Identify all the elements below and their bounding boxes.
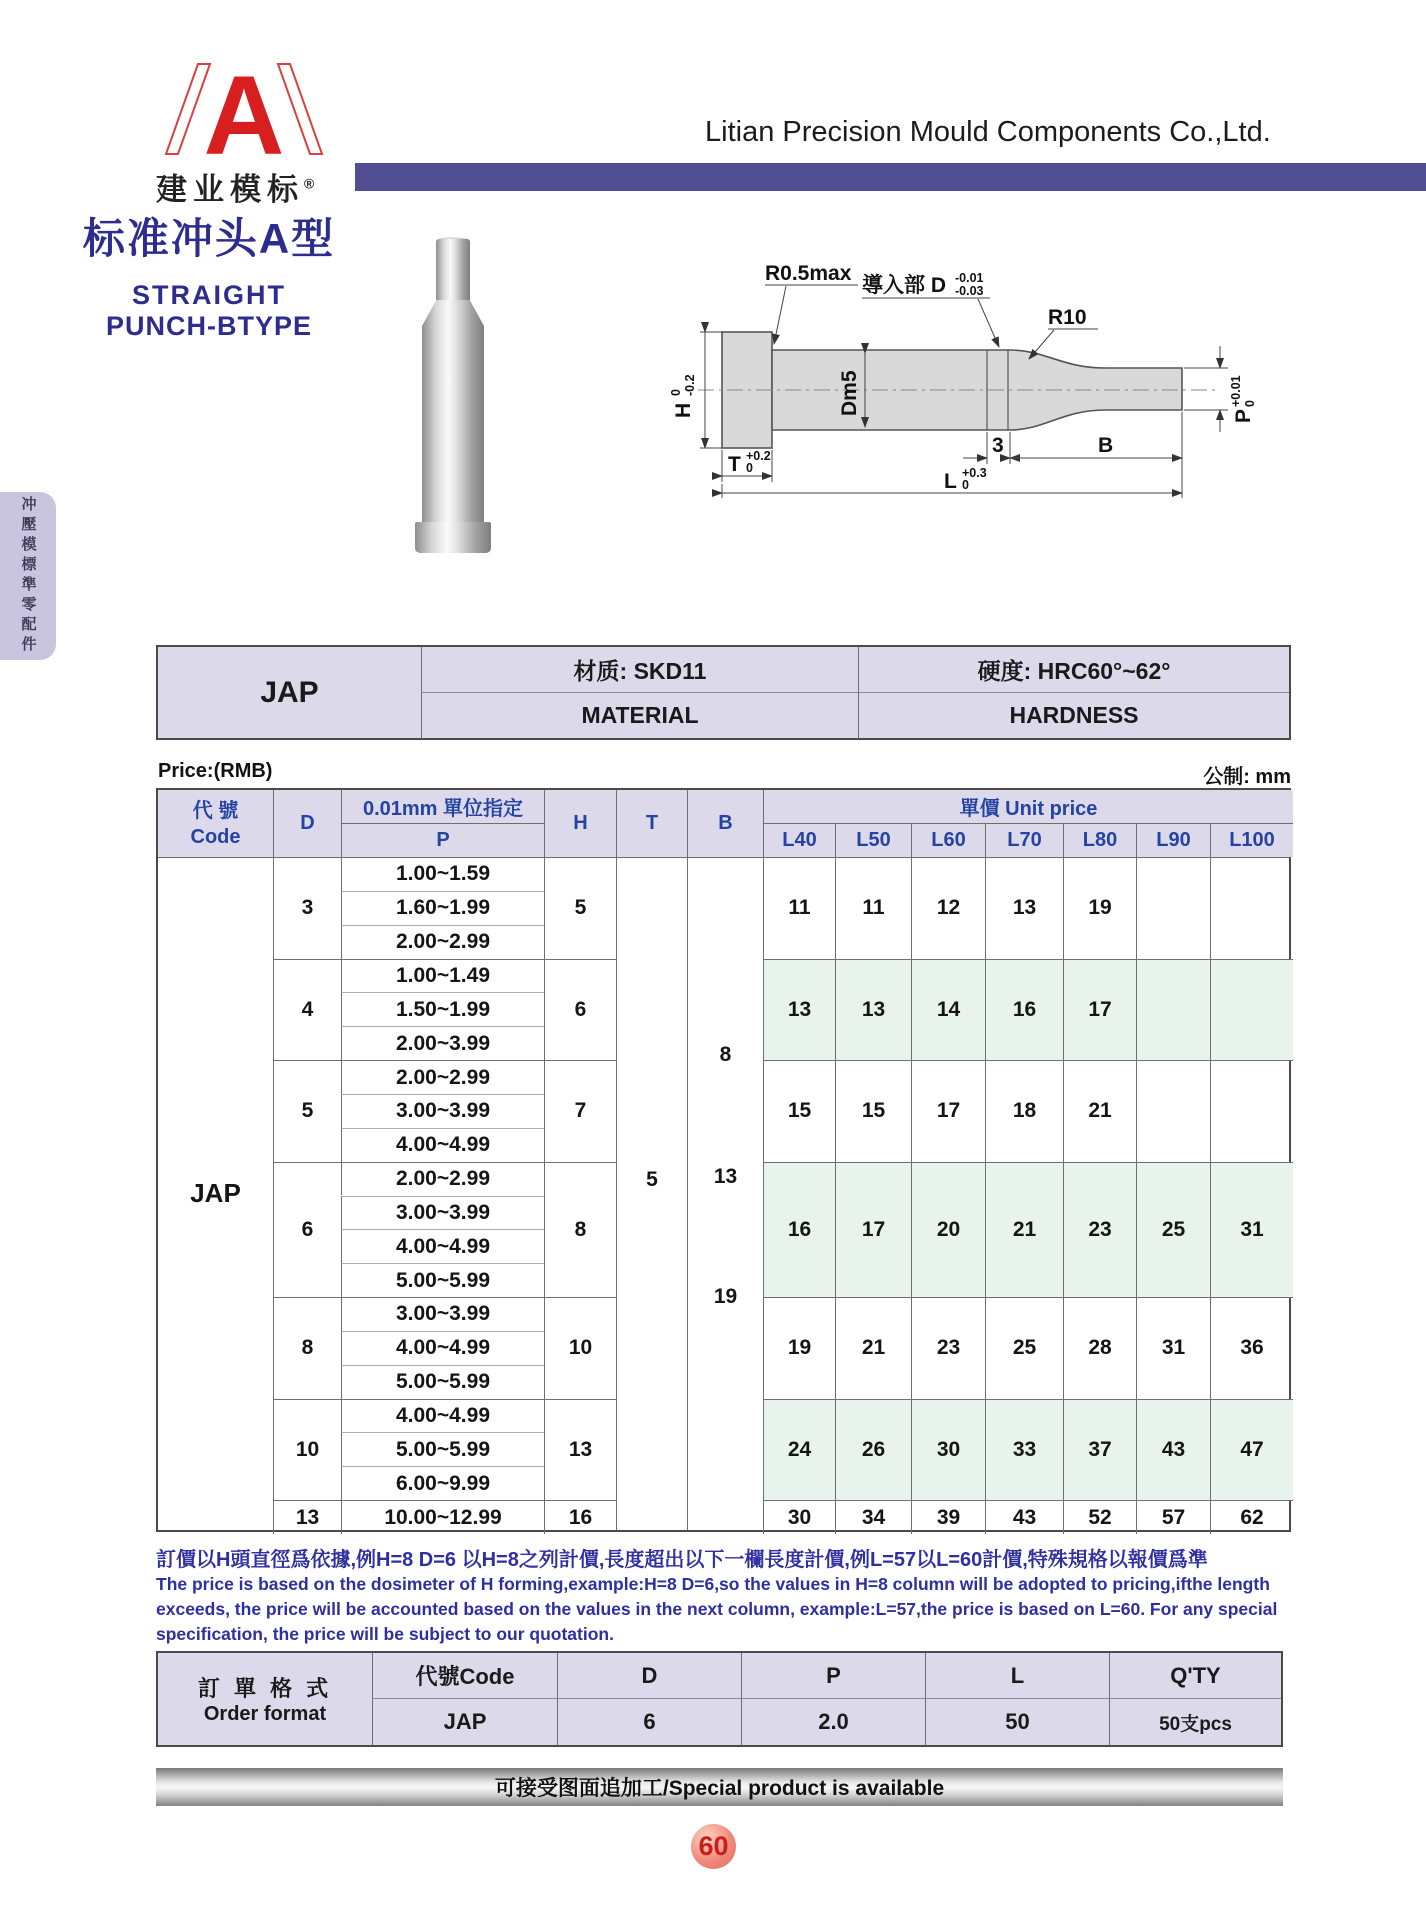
p-range: 1.00~1.49 bbox=[341, 959, 544, 993]
unit-price-value: 37 bbox=[1063, 1399, 1136, 1501]
d-value: 4 bbox=[273, 959, 341, 1061]
unit-price-value: 13 bbox=[763, 959, 835, 1061]
unit-price-value: 39 bbox=[911, 1500, 985, 1534]
unit-price-value: 19 bbox=[763, 1297, 835, 1399]
unit-price-value: 24 bbox=[763, 1399, 835, 1501]
order-header-d: D bbox=[557, 1653, 741, 1699]
header-accent-bar bbox=[355, 163, 1426, 191]
unit-price-value: 62 bbox=[1210, 1500, 1293, 1534]
material-en: MATERIAL bbox=[421, 693, 858, 738]
p-range: 4.00~4.99 bbox=[341, 1331, 544, 1365]
unit-price-value: 34 bbox=[835, 1500, 911, 1534]
unit-price-value: 17 bbox=[1063, 959, 1136, 1061]
dim-label-dm5 bbox=[838, 370, 861, 416]
unit-price-value: 16 bbox=[763, 1162, 835, 1297]
t-column bbox=[616, 857, 687, 1530]
svg-text:+0.3: +0.3 bbox=[962, 466, 987, 480]
col-header-unit-price: 單價 Unit price bbox=[763, 790, 1293, 824]
callout-r10: R10 bbox=[1048, 306, 1087, 329]
unit-price-value: 20 bbox=[911, 1162, 985, 1297]
unit-price-value bbox=[1210, 857, 1293, 959]
p-range: 1.50~1.99 bbox=[341, 992, 544, 1026]
unit-price-value: 13 bbox=[985, 857, 1063, 959]
price-currency-label: Price:(RMB) bbox=[158, 760, 273, 782]
svg-text:Dm5: Dm5 bbox=[838, 370, 861, 416]
p-range: 5.00~5.99 bbox=[341, 1263, 544, 1297]
col-header-d: D bbox=[273, 790, 341, 857]
dim-label-b: B bbox=[1098, 434, 1114, 457]
unit-price-value: 18 bbox=[985, 1060, 1063, 1162]
dim-label-l bbox=[944, 466, 987, 493]
svg-text:-0.03: -0.03 bbox=[955, 284, 984, 298]
svg-text:P: P bbox=[1232, 408, 1255, 423]
b-value: 19 bbox=[713, 1285, 738, 1308]
hardness-zh: 硬度: HRC60°~62° bbox=[858, 647, 1289, 693]
code-value: JAP bbox=[190, 1178, 241, 1208]
svg-text:H: H bbox=[672, 402, 695, 418]
order-value-p: 2.0 bbox=[741, 1699, 925, 1745]
order-header-l: L bbox=[925, 1653, 1109, 1699]
svg-text:-0.2: -0.2 bbox=[683, 374, 697, 396]
order-value-qty: 50支pcs bbox=[1109, 1699, 1281, 1745]
p-range: 10.00~12.99 bbox=[341, 1500, 544, 1534]
order-value-code: JAP bbox=[372, 1699, 557, 1745]
unit-price-value bbox=[1210, 959, 1293, 1061]
unit-price-value: 15 bbox=[835, 1060, 911, 1162]
l-col-header: L90 bbox=[1136, 824, 1210, 857]
dim-label-p bbox=[1229, 375, 1257, 423]
svg-text:L: L bbox=[944, 470, 957, 493]
p-range: 6.00~9.99 bbox=[341, 1466, 544, 1500]
svg-text:0: 0 bbox=[1243, 400, 1257, 407]
col-header-p: P bbox=[341, 824, 544, 857]
callout-r05max: R0.5max bbox=[765, 262, 852, 285]
unit-price-value: 31 bbox=[1136, 1297, 1210, 1399]
unit-price-value: 21 bbox=[1063, 1060, 1136, 1162]
unit-price-value: 23 bbox=[1063, 1162, 1136, 1297]
svg-text:0: 0 bbox=[746, 461, 753, 475]
unit-price-value: 12 bbox=[911, 857, 985, 959]
dim-label-3: 3 bbox=[992, 434, 1004, 457]
order-format-title: 訂 單 格 式 Order format bbox=[197, 1676, 333, 1725]
order-value-l: 50 bbox=[925, 1699, 1109, 1745]
unit-price-value: 25 bbox=[1136, 1162, 1210, 1297]
h-value: 13 bbox=[544, 1399, 616, 1501]
b-value: 13 bbox=[713, 1165, 738, 1188]
page-title-block bbox=[78, 206, 340, 342]
unit-price-value bbox=[1210, 1060, 1293, 1162]
h-value: 5 bbox=[544, 857, 616, 959]
l-col-header: L60 bbox=[911, 824, 985, 857]
page-title-zh: 标准冲头A型 bbox=[82, 215, 336, 262]
unit-price-value: 36 bbox=[1210, 1297, 1293, 1399]
d-value: 3 bbox=[273, 857, 341, 959]
p-range: 2.00~2.99 bbox=[341, 1060, 544, 1094]
material-table bbox=[156, 645, 1291, 740]
logo-text: 建业模标® bbox=[156, 172, 315, 207]
svg-text:0: 0 bbox=[962, 478, 969, 492]
unit-price-value: 33 bbox=[985, 1399, 1063, 1501]
unit-price-value: 30 bbox=[763, 1500, 835, 1534]
pricing-note-en: The price is based on the dosimeter of H forming,example:H=8 D=6,so the values in H=8 column will be adopted to pricing,ifthe length exceeds, the price will be accounted based on the values in the next column, example:L=57,the price is based on L=60. For any special specification, the price will be subject to our quotation. bbox=[156, 1574, 1278, 1644]
callout-lead-in bbox=[862, 271, 984, 298]
unit-price-value bbox=[1136, 1060, 1210, 1162]
unit-price-value: 52 bbox=[1063, 1500, 1136, 1534]
h-value: 8 bbox=[544, 1162, 616, 1297]
h-value: 6 bbox=[544, 959, 616, 1061]
l-col-header: L100 bbox=[1210, 824, 1293, 857]
col-header-h: H bbox=[544, 790, 616, 857]
unit-price-value: 43 bbox=[1136, 1399, 1210, 1501]
p-range: 2.00~2.99 bbox=[341, 925, 544, 959]
unit-price-value: 31 bbox=[1210, 1162, 1293, 1297]
order-value-d: 6 bbox=[557, 1699, 741, 1745]
p-range: 5.00~5.99 bbox=[341, 1365, 544, 1399]
svg-text:導入部 D: 導入部 D bbox=[862, 274, 946, 297]
unit-price-value bbox=[1136, 857, 1210, 959]
h-value: 7 bbox=[544, 1060, 616, 1162]
d-value: 6 bbox=[273, 1162, 341, 1297]
company-logo-icon bbox=[158, 50, 330, 164]
h-value: 16 bbox=[544, 1500, 616, 1534]
h-value: 10 bbox=[544, 1297, 616, 1399]
p-range: 4.00~4.99 bbox=[341, 1229, 544, 1263]
unit-price-value: 26 bbox=[835, 1399, 911, 1501]
unit-price-value: 13 bbox=[835, 959, 911, 1061]
unit-price-value: 16 bbox=[985, 959, 1063, 1061]
t-value: 5 bbox=[646, 1168, 658, 1191]
metric-unit-label: 公制: mm bbox=[1203, 766, 1291, 788]
unit-price-value: 11 bbox=[835, 857, 911, 959]
p-range: 2.00~2.99 bbox=[341, 1162, 544, 1196]
b-value: 8 bbox=[719, 1043, 732, 1066]
p-range: 3.00~3.99 bbox=[341, 1094, 544, 1128]
material-table-code: JAP bbox=[260, 675, 319, 709]
sidebar-category-tab: 冲壓模標準零配件 bbox=[0, 492, 56, 660]
b-column bbox=[687, 857, 763, 1530]
svg-text:T: T bbox=[728, 453, 741, 476]
p-range: 2.00~3.99 bbox=[341, 1026, 544, 1060]
unit-price-value: 17 bbox=[911, 1060, 985, 1162]
p-range: 5.00~5.99 bbox=[341, 1432, 544, 1466]
unit-price-value: 21 bbox=[835, 1297, 911, 1399]
p-range: 4.00~4.99 bbox=[341, 1128, 544, 1162]
col-header-b: B bbox=[687, 790, 763, 857]
unit-price-value: 19 bbox=[1063, 857, 1136, 959]
p-range: 4.00~4.99 bbox=[341, 1399, 544, 1433]
unit-price-value: 28 bbox=[1063, 1297, 1136, 1399]
col-header-t: T bbox=[616, 790, 687, 857]
p-range: 1.00~1.59 bbox=[341, 857, 544, 891]
unit-price-value: 43 bbox=[985, 1500, 1063, 1534]
pricing-note-zh: 訂價以H頭直徑爲依據,例H=8 D=6 以H=8之列計價,長度超出以下一欄長度計價,例L=57以L=60計價,特殊規格以報價爲準 bbox=[156, 1549, 1208, 1571]
page-title-en: STRAIGHT bbox=[132, 280, 286, 310]
d-value: 13 bbox=[273, 1500, 341, 1534]
order-header-p: P bbox=[741, 1653, 925, 1699]
registered-mark: ® bbox=[304, 175, 315, 192]
svg-text:-0.01: -0.01 bbox=[955, 271, 984, 285]
page-title-en2: PUNCH-BTYPE bbox=[105, 311, 312, 341]
unit-price-value: 21 bbox=[985, 1162, 1063, 1297]
hardness-en: HARDNESS bbox=[858, 693, 1289, 738]
p-range: 1.60~1.99 bbox=[341, 891, 544, 925]
order-format-table bbox=[156, 1651, 1283, 1747]
dim-label-t bbox=[728, 449, 771, 476]
col-header-code: 代 號 Code bbox=[158, 790, 273, 857]
svg-text:+0.01: +0.01 bbox=[1229, 375, 1243, 407]
unit-price-value: 11 bbox=[763, 857, 835, 959]
unit-price-value: 25 bbox=[985, 1297, 1063, 1399]
order-header-code: 代號Code bbox=[372, 1653, 557, 1699]
d-value: 8 bbox=[273, 1297, 341, 1399]
unit-price-value: 14 bbox=[911, 959, 985, 1061]
unit-price-value: 23 bbox=[911, 1297, 985, 1399]
special-product-banner: 可接受图面追加工/Special product is available bbox=[156, 1768, 1283, 1806]
unit-price-value: 47 bbox=[1210, 1399, 1293, 1501]
material-zh: 材质: SKD11 bbox=[421, 647, 858, 693]
svg-text:0: 0 bbox=[669, 389, 683, 396]
company-name: Litian Precision Mould Components Co.,Ltd. bbox=[705, 116, 1271, 148]
svg-text:+0.2: +0.2 bbox=[746, 449, 771, 463]
unit-price-value bbox=[1136, 959, 1210, 1061]
unit-price-value: 57 bbox=[1136, 1500, 1210, 1534]
l-col-header: L40 bbox=[763, 824, 835, 857]
technical-drawing bbox=[660, 260, 1270, 532]
dim-label-h bbox=[669, 374, 697, 418]
p-range: 3.00~3.99 bbox=[341, 1196, 544, 1230]
unit-price-value: 30 bbox=[911, 1399, 985, 1501]
price-table bbox=[156, 788, 1291, 1532]
d-value: 10 bbox=[273, 1399, 341, 1501]
l-col-header: L50 bbox=[835, 824, 911, 857]
unit-price-value: 15 bbox=[763, 1060, 835, 1162]
col-header-p-unit: 0.01mm 單位指定 bbox=[341, 790, 544, 824]
l-col-header: L80 bbox=[1063, 824, 1136, 857]
unit-price-value: 17 bbox=[835, 1162, 911, 1297]
page-number-badge: 60 bbox=[691, 1824, 736, 1869]
d-value: 5 bbox=[273, 1060, 341, 1162]
svg-text:A: A bbox=[203, 53, 285, 164]
l-col-header: L70 bbox=[985, 824, 1063, 857]
drawing-punch-shaft bbox=[772, 350, 1182, 430]
p-range: 3.00~3.99 bbox=[341, 1297, 544, 1331]
punch-product-image bbox=[415, 237, 491, 553]
order-header-qty: Q'TY bbox=[1109, 1653, 1281, 1699]
